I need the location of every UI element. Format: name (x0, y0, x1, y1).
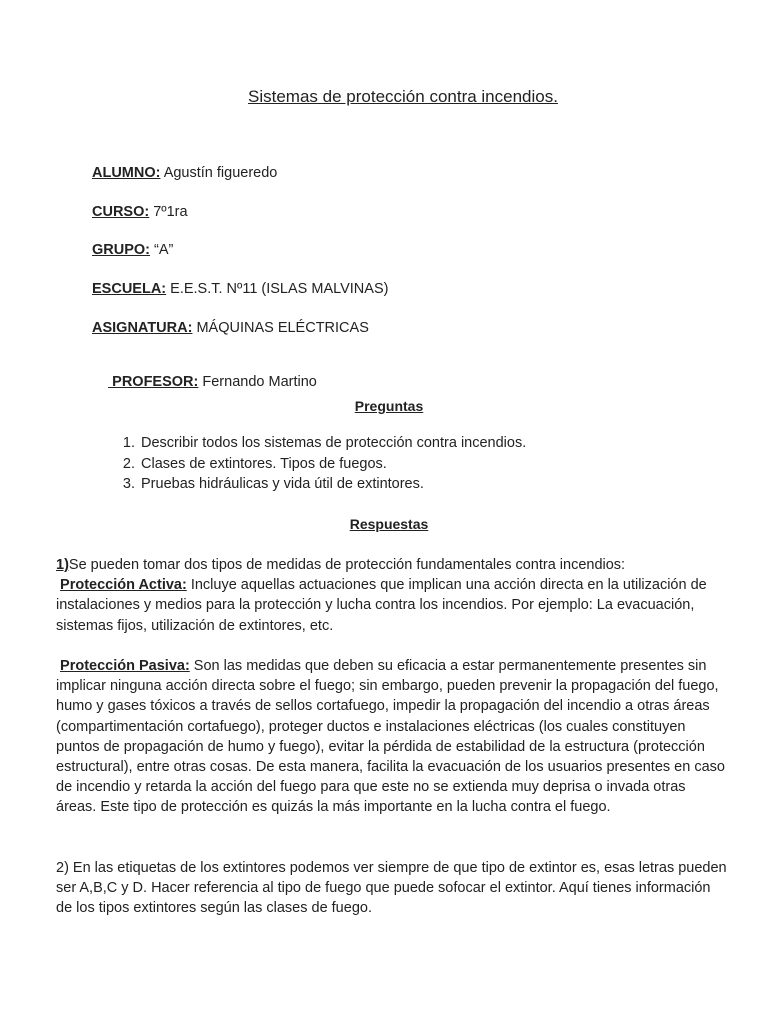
list-item: 2. Clases de extintores. Tipos de fuegos. (139, 454, 526, 475)
answer-intro: Se pueden tomar dos tipos de medidas de protección fundamentales contra incendios: (68, 557, 626, 573)
answer-1-active (56, 555, 728, 636)
info-value: Fernando Martino (198, 374, 317, 390)
active-protection-label: Protección Activa: (60, 577, 187, 594)
info-label: ESCUELA: (92, 281, 167, 297)
info-value: E.E.S.T. Nº11 (ISLAS MALVINAS) (166, 281, 389, 297)
list-item: 1. Describir todos los sistemas de protección contra incendios. (139, 433, 526, 454)
answer-1-passive (56, 656, 728, 818)
info-grupo (92, 242, 173, 258)
info-label: PROFESOR: (108, 374, 199, 390)
info-value: “A” (150, 242, 174, 258)
info-value: Agustín figueredo (160, 165, 278, 181)
info-label: ASIGNATURA: (92, 320, 193, 336)
answer-number: 1) (56, 557, 69, 573)
info-label: GRUPO: (92, 242, 150, 258)
info-escuela (92, 281, 388, 297)
document-title: Sistemas de protección contra incendios. (248, 87, 558, 106)
info-curso (92, 204, 188, 220)
questions-list (115, 433, 526, 495)
questions-heading: Preguntas (354, 398, 424, 414)
info-value: MÁQUINAS ELÉCTRICAS (192, 320, 369, 336)
passive-protection-label: Protección Pasiva: (60, 658, 190, 674)
answers-heading: Respuestas (349, 516, 429, 532)
info-label: CURSO: (92, 204, 150, 220)
active-protection-text: Incluye aquellas actuaciones que implican una acción directa en la utilización de instalaciones y medios para la protección y lucha contra los incendios. Por ejemplo: La evacuación, sistemas fijos, utilización de extintores, etc. (56, 577, 707, 634)
passive-protection-text: Son las medidas que deben su eficacia a estar permanentemente presentes sin implicar ninguna acción directa sobre el fuego; sin embargo, pueden prevenir la propagación del fuego, humo y gases tóxicos a través de sellos cortafuego, impedir la propagación del incendio a otras áreas (compartimentación cortafuego), proteger ductos e instalaciones eléctricas (los cuales constituyen puntos de propagación de humo y fuego), evitar la pérdida de estabilidad de la estructura (protección estructural), entre otras cosas. De esta manera, facilita la evacuación de los usuarios presentes en caso de incendio y retarda la acción del fuego para que este no se extienda muy deprisa o invada otras áreas. Este tipo de protección es quizás la más importante en la lucha contra el fuego. (56, 658, 725, 816)
info-label: ALUMNO: (92, 165, 161, 181)
info-asignatura (92, 320, 369, 336)
info-value: 7º1ra (149, 204, 188, 220)
info-alumno (92, 165, 277, 181)
list-item: 3. Pruebas hidráulicas y vida útil de extintores. (139, 474, 526, 495)
answer-2: 2) En las etiquetas de los extintores podemos ver siempre de que tipo de extintor es, esas letras pueden ser A,B,C y D. Hacer referencia al tipo de fuego que puede sofocar el extintor. Aquí tienes información de los tipos extintores según las clases de fuego. (56, 860, 727, 917)
